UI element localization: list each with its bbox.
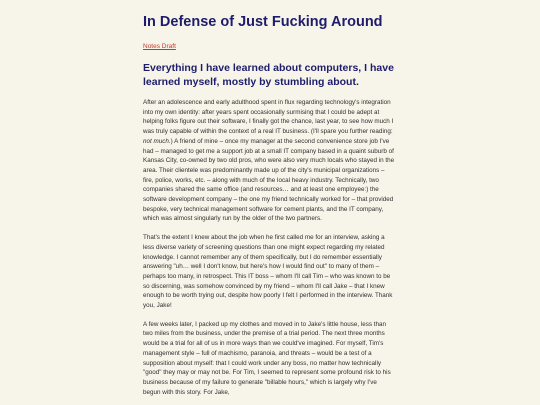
paragraph-3-text: A few weeks later, I packed up my clothes and moved in to Jake's little house, less than two miles from the business, under the premise of a trial period. The next three months would be a trial for all of us in more ways than we could've imagined. For myself, Tim's management style – full of machismo, paranoia, and threats – would be a test of a supposition about myself: that I could work under any boss, no matter how technically "good" they may or may not be. For Tim, I seemed to represent some profound risk to his business because of my failure to generate "billable hours," which is largely why I've begun with this story. For Jake, — [143, 320, 391, 396]
page-title: In Defense of Just Fucking Around — [143, 14, 383, 30]
notes-draft-link[interactable]: Notes Draft — [143, 43, 176, 50]
paragraph-1-text-b: ) A friend of mine – once my manager at the second convenience store job I've had – managed to get me a support job at a small IT company based in a quaint suburb of Kansas City, co-owned by two old pros, who were also very much locals who stayed in the area. Their clientele was predominantly made up of the city's municipal organizations – fire, police, works, etc. – along with much of the local heavy industry. Technically, two companies shared the same office (and resources… and at least one employee:) the software development company – the one my friend technically worked for – that provided bespoke, very technical management software for cement plants, and the IT company, which was almost singularly run by the older of the two partners. — [143, 137, 395, 223]
paragraph-1 — [143, 98, 396, 224]
article-body — [143, 98, 396, 405]
article-subtitle: Everything I have learned about computers, I have learned myself, mostly by stumbling about. — [143, 62, 394, 88]
paragraph-2 — [143, 233, 396, 311]
paragraph-1-text-a: After an adolescence and early adulthood spent in flux regarding technology's integration into my own identity: after years spent occasionally surmising that I could be adept at helping folks figure out their software, I finally got the chance, last year, to see how much I was truly capable of within the context of a real IT business. (I'll spare you further reading: — [143, 99, 394, 136]
paragraph-1-emphasis: not much. — [143, 137, 171, 145]
paragraph-2-text: That's the extent I knew about the job when he first called me for an interview, asking a less diverse variety of screening questions than one might expect regarding my related knowledge. I cannot remember any of them specifically, but I do remember essentially answering "uh… well I don't know, but here's how I would find out" to many of them – perhaps too many, in retrospect. This IT boss – whom I'll call Tim – who was known to be so discerning, was somehow convinced by my friend – whom I'll call Jake – that I knew enough to be worth trying out, despite how poorly I felt I performed in the interview. Thank you, Jake! — [143, 234, 393, 310]
paragraph-3 — [143, 320, 396, 398]
